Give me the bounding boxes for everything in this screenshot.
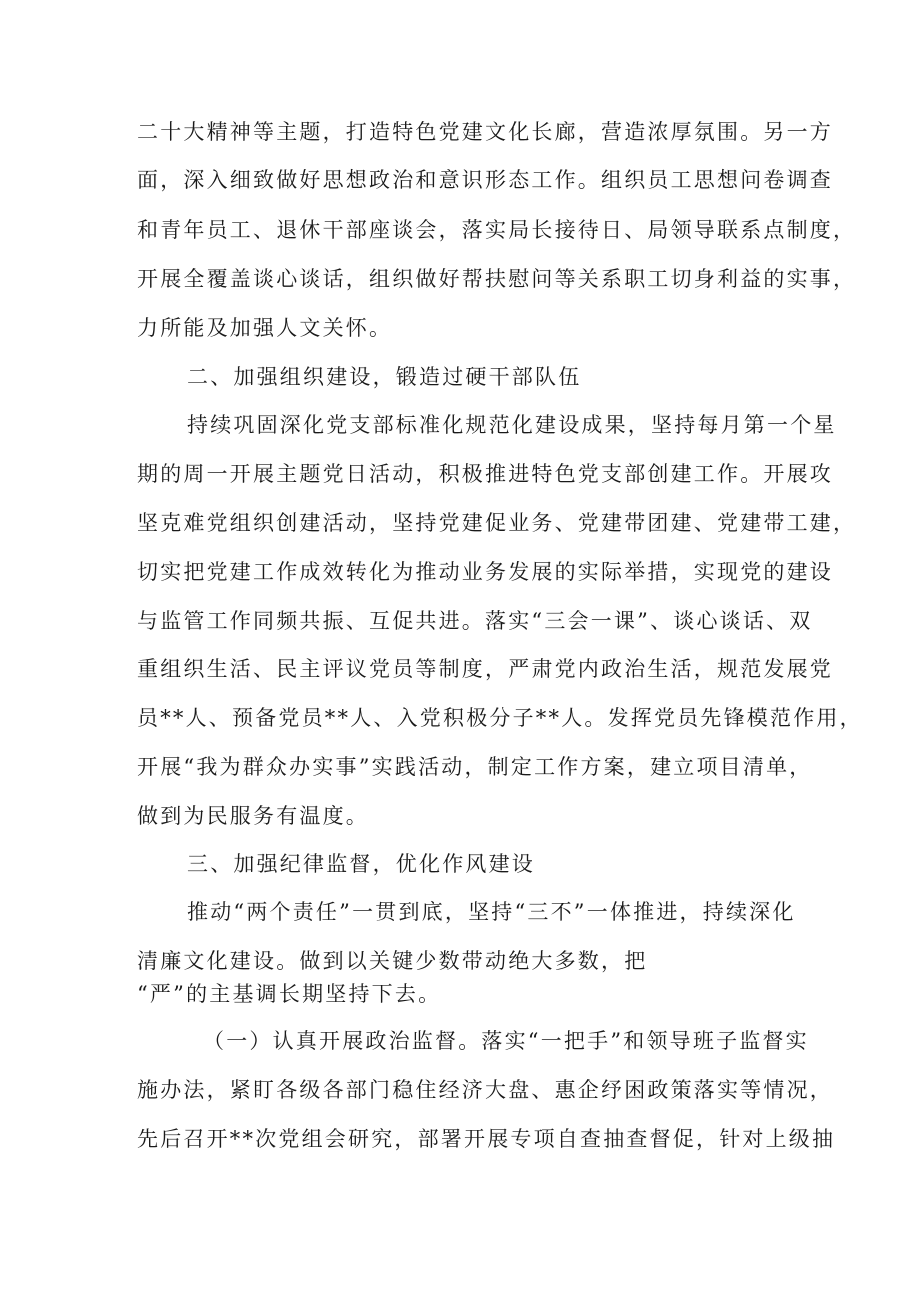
- paragraph-line: 开展全覆盖谈心谈话，组织做好帮扶慰问等关系职工切身利益的实事，: [137, 267, 857, 291]
- paragraph-line: 清廉文化建设。做到以关键少数带动绝大多数，把: [137, 949, 648, 973]
- section-heading: 三、加强纪律监督，优化作风建设: [187, 852, 535, 876]
- section-heading: 二、加强组织建设，锻造过硬干部队伍: [187, 365, 582, 389]
- paragraph-line: 和青年员工、退休干部座谈会，落实局长接待日、局领导联系点制度，: [137, 218, 857, 242]
- paragraph-line: 持续巩固深化党支部标准化规范化建设成果，坚持每月第一个星: [187, 413, 837, 437]
- paragraph-line: 员**人、预备党员**人、入党积极分子**人。发挥党员先锋模范作用，: [137, 706, 863, 730]
- paragraph-line: 做到为民服务有温度。: [137, 804, 369, 828]
- paragraph-line: 坚克难党组织创建活动，坚持党建促业务、党建带团建、党建带工建，: [137, 511, 857, 535]
- paragraph-line: 二十大精神等主题，打造特色党建文化长廊，营造浓厚氛围。另一方: [137, 120, 833, 144]
- paragraph-line: 推动“两个责任”一贯到底，坚持“三不”一体推进，持续深化: [187, 900, 796, 924]
- paragraph-line: 面，深入细致做好思想政治和意识形态工作。组织员工思想问卷调查: [137, 168, 833, 192]
- paragraph-line: 与监管工作同频共振、互促共进。落实“三会一课”、谈心谈话、双: [137, 609, 813, 633]
- paragraph-line: 切实把党建工作成效转化为推动业务发展的实际举措，实现党的建设: [137, 560, 833, 584]
- paragraph-line: 期的周一开展主题党日活动，积极推进特色党支部创建工作。开展攻: [137, 462, 833, 486]
- paragraph-line: 力所能及加强人文关怀。: [137, 316, 393, 340]
- paragraph-line: 开展“我为群众办实事”实践活动，制定工作方案，建立项目清单，: [137, 755, 813, 779]
- paragraph-line: “严”的主基调长期坚持下去。: [137, 982, 442, 1006]
- paragraph-line: 先后召开**次党组会研究，部署开展专项自查抽查督促，针对上级抽: [137, 1127, 836, 1151]
- paragraph-line: 施办法，紧盯各级各部门稳住经济大盘、惠企纾困政策落实等情况，: [137, 1078, 833, 1102]
- subsection-line: （一）认真开展政治监督。落实“一把手”和领导班子监督实: [203, 1029, 809, 1053]
- paragraph-line: 重组织生活、民主评议党员等制度，严肃党内政治生活，规范发展党: [137, 657, 833, 681]
